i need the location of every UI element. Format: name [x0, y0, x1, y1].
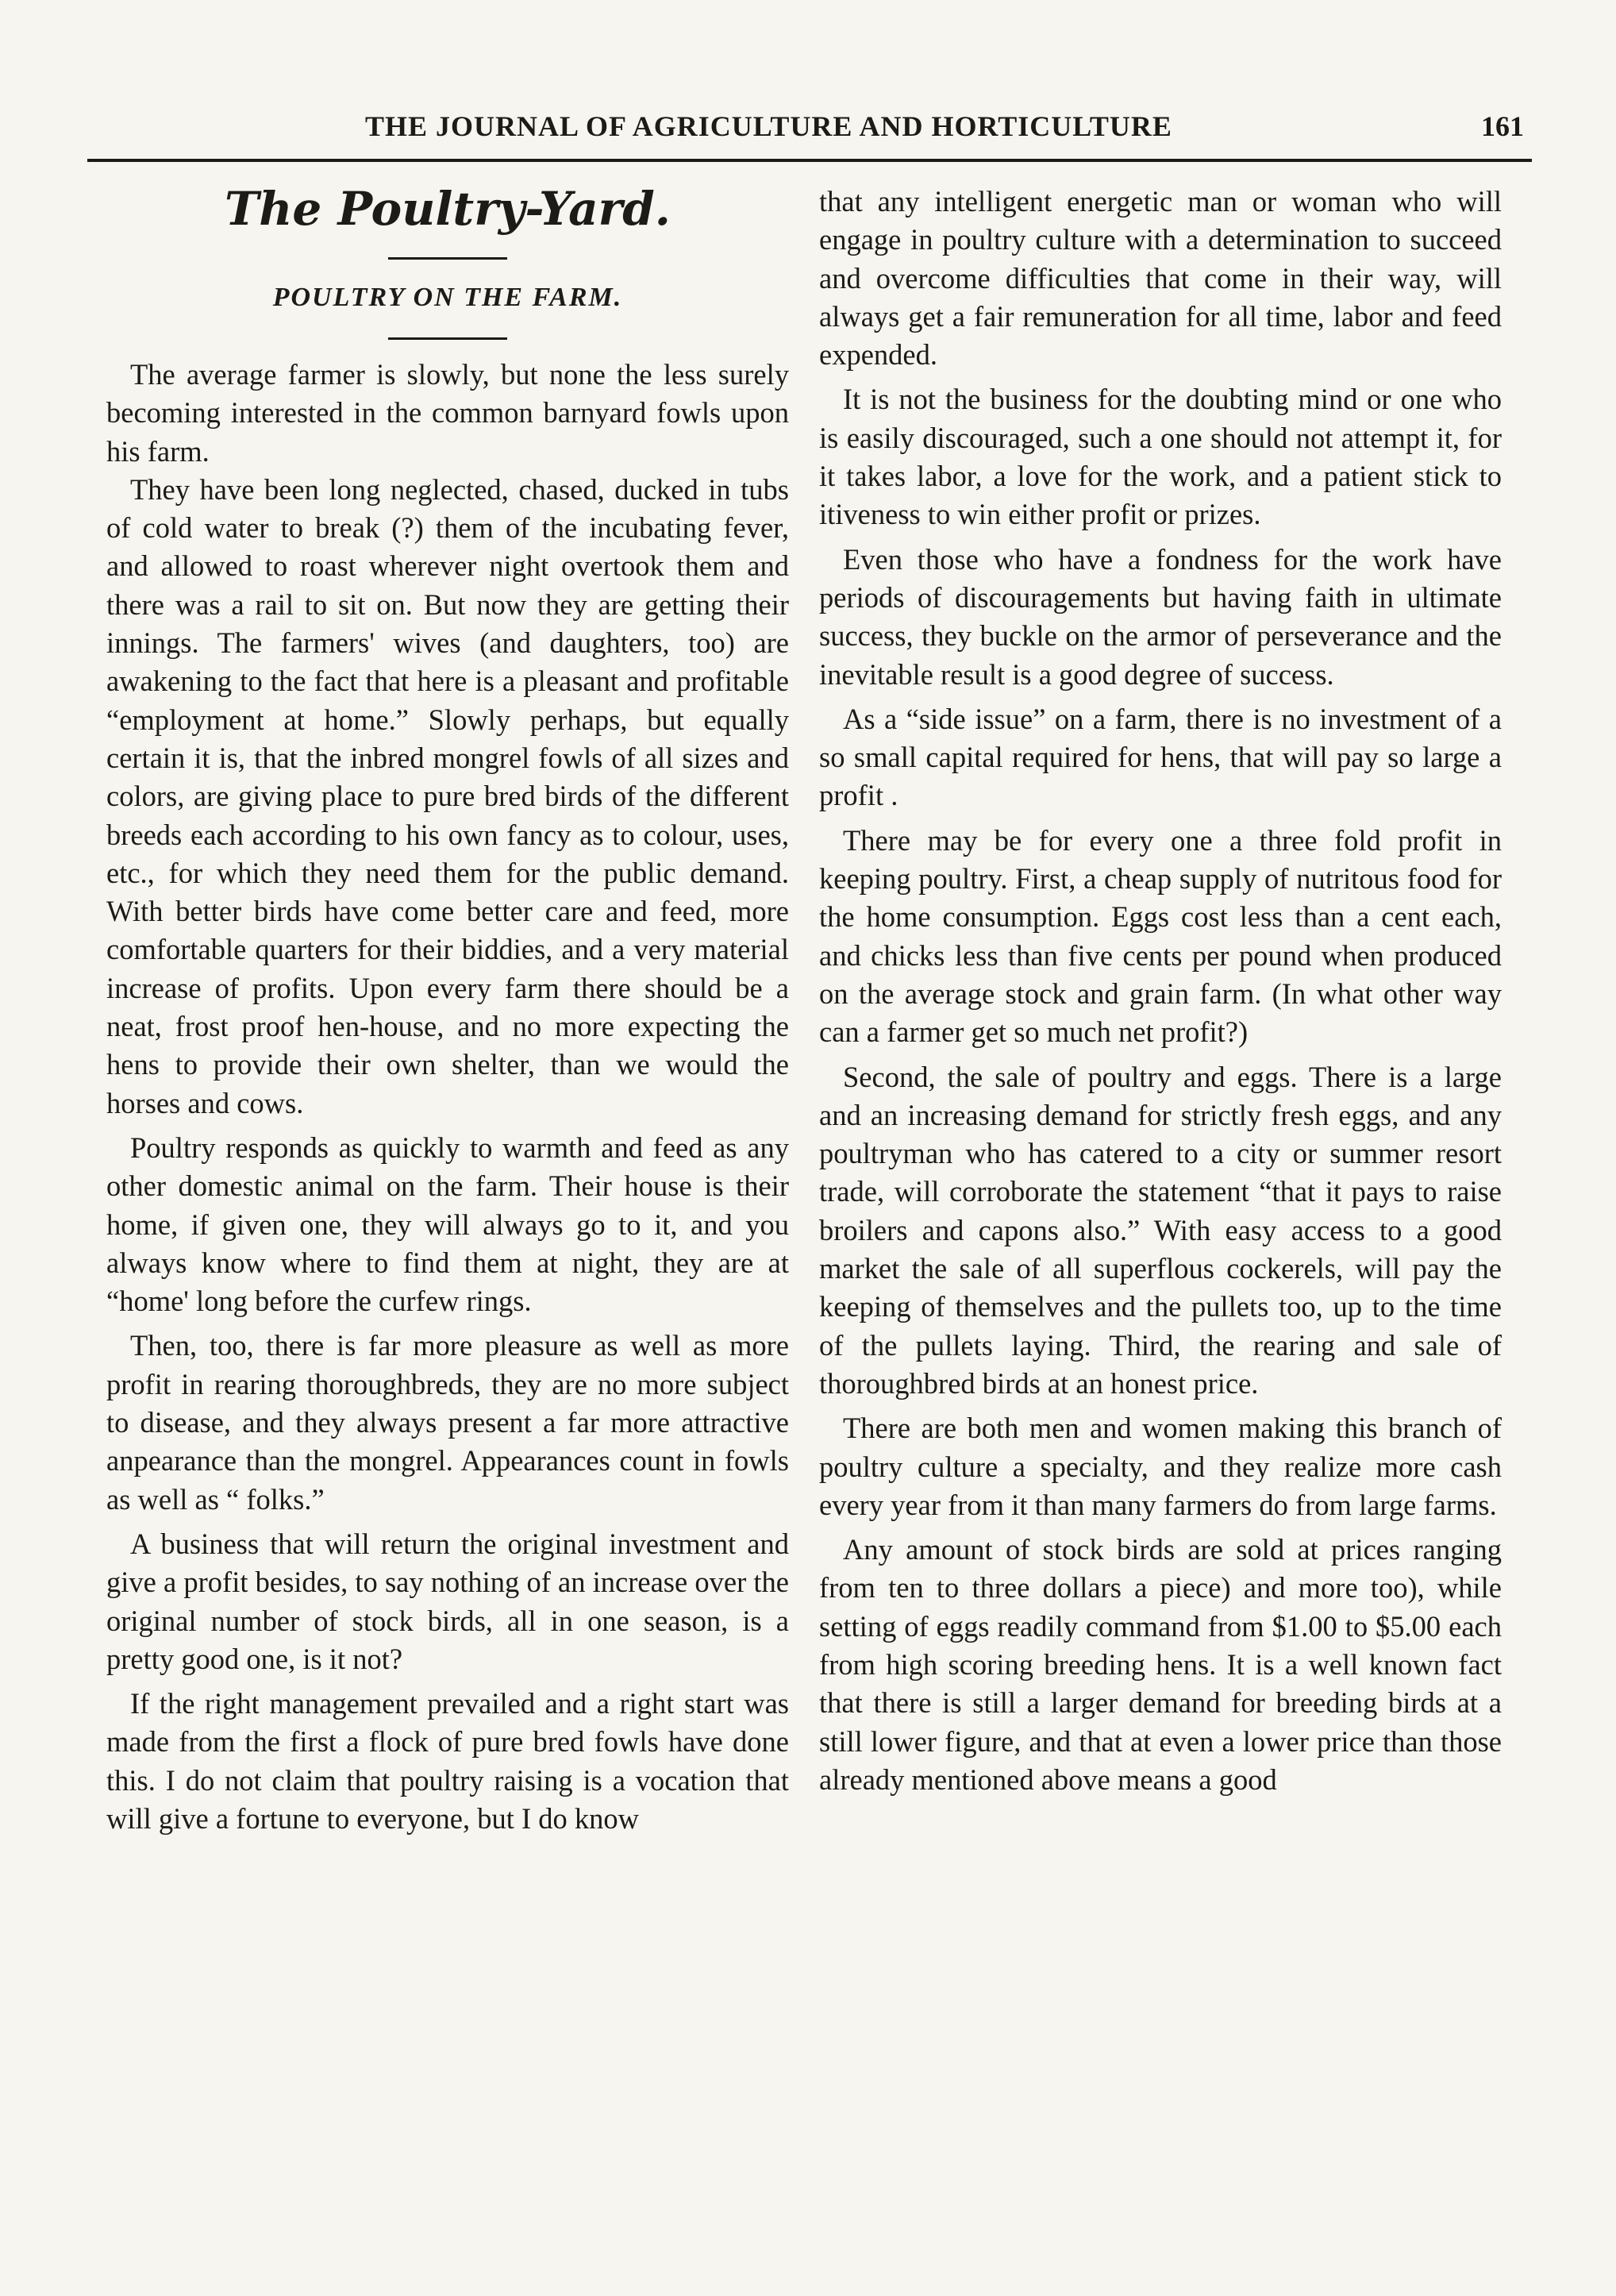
title-rule — [388, 257, 507, 260]
paragraph: Then, too, there is far more pleasure as well as more profit in rearing thoroughbreds, they are no more subject to disease, and they always present a far more attractive anpearance than the mongrel. Appearances count in fowls as well as “ folks.” — [106, 1329, 789, 1516]
section-title: The Poultry-Yard. — [225, 182, 671, 236]
paragraph: As a “side issue” on a farm, there is no investment of a so small capital required for hens, that will pay so large a profit . — [819, 702, 1502, 812]
paragraph: There are both men and women making this branch of poultry culture a specialty, and they realize more cash every year from it than many farmers do from large farms. — [819, 1412, 1502, 1521]
paragraph: There may be for every one a three fold profit in keeping poultry. First, a cheap supply of nutritous food for the home consumption. Eggs cost less than a cent each, and chicks less than five cents per pound when produced on the average stock and grain farm. (In what other way can a farmer get so much net profit?) — [819, 823, 1502, 1049]
paragraph: that any intelligent energetic man or woman who will engage in poultry culture with a determination to succeed and overcome difficulties that come in their way, will always get a fair remuneration for all time, labor and feed expended. — [819, 185, 1502, 372]
right-column — [819, 183, 1502, 1799]
paragraph: Poultry responds as quickly to warmth and feed as any other domestic animal on the farm. Their house is their home, if given one, they will always go to it, and you always know where to find them at night, they are at “home' long before the curfew rings. — [106, 1131, 789, 1318]
header-rule — [87, 159, 1532, 162]
paragraph: A business that will return the original investment and give a profit besides, to say nothing of an increase over the original number of stock birds, all in one season, is a pretty good one, is it not? — [106, 1527, 789, 1675]
page-number: 161 — [1481, 110, 1524, 142]
paragraph: Even those who have a fondness for the work have periods of discouragements but having faith in ultimate success, they buckle on the armor of perseverance and the inevitable result is a good degree of success. — [819, 542, 1502, 691]
article-title: POULTRY ON THE FARM. — [272, 283, 623, 312]
paragraph: The average farmer is slowly, but none the less surely becoming interested in the common barnyard fowls upon his farm. — [106, 358, 789, 468]
journal-title: THE JOURNAL OF AGRICULTURE AND HORTICULTURE — [365, 110, 1172, 142]
paragraph: It is not the business for the doubting mind or one who is easily discouraged, such a one should not attempt it, for it takes labor, a love for the work, and a patient stick to itiveness to win either profit or prizes. — [819, 383, 1502, 531]
left-column — [106, 181, 789, 1838]
page-header — [95, 102, 1524, 149]
subtitle-rule — [388, 337, 507, 340]
paragraph: If the right management prevailed and a right start was made from the first a flock of pure bred fowls have done this. I do not claim that poultry raising is a vocation that will give a fortune to everyone, but I do know — [106, 1687, 789, 1835]
paragraph: Any amount of stock birds are sold at prices ranging from ten to three dollars a piece) and more too), while setting of eggs readily command from $1.00 to $5.00 each from high scoring breeding hens. It is a well known fact that there is still a larger demand for breeding birds at a still lower figure, and that at even a lower price than those already mentioned above means a good — [819, 1533, 1502, 1796]
paragraph: Second, the sale of poultry and eggs. There is a large and an increasing demand for strictly fresh eggs, and any poultryman who has catered to a city or summer resort trade, will corroborate the statement “that it pays to raise broilers and capons also.” With easy access to a good market the sale of all superflous cockerels, will pay the keeping of themselves and the pullets too, up to the time of the pullets laying. Third, the rearing and sale of thoroughbred birds at an honest price. — [819, 1060, 1502, 1400]
paragraph: They have been long neglected, chased, ducked in tubs of cold water to break (?) them of the incubating fever, and allowed to roast wherever night overtook them and there was a rail to sit on. But now they are getting their innings. The farmers' wives (and daughters, too) are awakening to the fact that here is a pleasant and profitable “employment at home.” Slowly perhaps, but equally certain it is, that the inbred mongrel fowls of all sizes and colors, are giving place to pure bred birds of the different breeds each according to his own fancy as to colour, uses, etc., for which they need them for the public demand. With better birds have come better care and feed, more comfortable quarters for their biddies, and a very material increase of profits. Upon every farm there should be a neat, frost proof hen-house, and no more expecting the hens to provide their own shelter, than we would the horses and cows. — [106, 472, 789, 1119]
